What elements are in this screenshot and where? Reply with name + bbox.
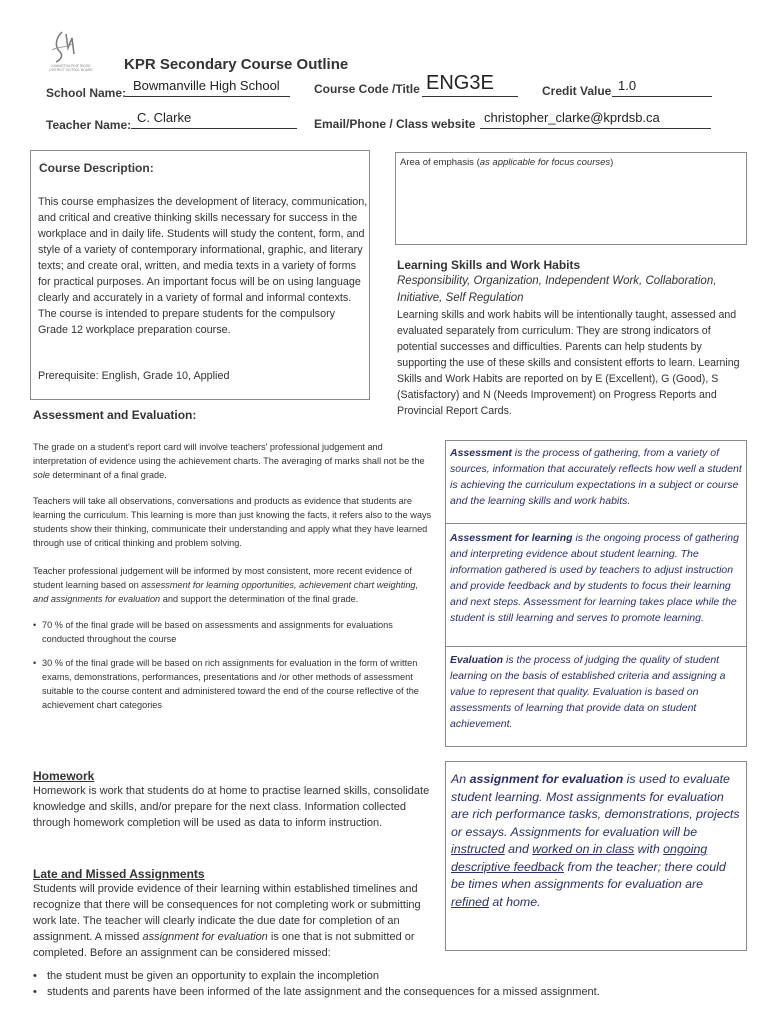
school-name-value: Bowmanville High School xyxy=(133,78,280,93)
school-name-field[interactable] xyxy=(125,78,290,97)
assessment-body xyxy=(33,440,433,712)
afl-definition: Assessment for learning is the ongoing process of gathering and interpreting evidence about student learning. The information gathered is used by teachers to adjust instruction and provide feedback and by students to focus their learning and next steps. Assessment for learning takes place while the student is still learning and serves to promote learning. xyxy=(450,532,739,624)
credit-value: 1.0 xyxy=(618,78,637,93)
teacher-name-label: Teacher Name: xyxy=(46,118,132,132)
assessment-paragraph-2: Teachers will take all observations, conversations and products as evidence that students are learning the curriculum. This learning is more than just knowing the facts, it refers also to the ways students show their thinking, communicate their understanding and apply what they have learned through use of critical thinking and problem solving. xyxy=(33,496,432,548)
evaluation-definition-box xyxy=(445,647,747,746)
assessment-definition: Assessment is the process of gathering, from a variety of sources, information that accurately reflects how well a student is achieving the curriculum expectations in a subject or course and the learning skills and work habits. xyxy=(450,447,742,507)
teacher-name-value: C. Clarke xyxy=(137,110,192,125)
email-field[interactable] xyxy=(480,110,711,129)
area-of-emphasis-box[interactable] xyxy=(395,152,747,245)
grade-bullet-70: • 70 % of the final grade will be based on assessments and assignments for evaluations conducted throughout the course xyxy=(33,620,393,644)
late-bullet-2: • students and parents have been informed of the late assignment and the consequences for a missed assignment. xyxy=(33,986,600,998)
assessment-heading: Assessment and Evaluation: xyxy=(33,408,197,422)
logo-org-line1: KAWARTHA PINE RIDGE xyxy=(51,64,91,68)
board-logo xyxy=(42,28,100,72)
evaluation-definition: Evaluation is the process of judging the quality of student learning on the basis of established criteria and assigning a value to represent that quality. Evaluation is based on assessments of learning that provide data on student achievement. xyxy=(450,654,726,730)
teacher-name-field[interactable] xyxy=(131,110,297,129)
homework-text: Homework is work that students do at home to practise learned skills, consolidate knowledge and skills, and/or prepare for the next class. Information collected through homework completion will be used as data to inform instruction. xyxy=(33,785,430,829)
area-of-emphasis-label: Area of emphasis (as applicable for focus courses) xyxy=(400,157,614,168)
definitions-rule-4 xyxy=(445,746,747,747)
credit-value-field[interactable] xyxy=(612,78,712,97)
course-description-text: This course emphasizes the development of literacy, communication, and critical and creative thinking skills necessary for success in the workplace and in daily life. Students will study the content, form, and style of a variety of contemporary informational, graphic, and literary texts; and create oral, written, and media texts in a variety of forms for practical purposes. An important focus will be on using language clearly and accurately in a variety of formal and informal contexts. The course is intended to prepare students for the compulsory Grade 12 workplace preparation course. xyxy=(38,196,368,336)
late-assignments-section xyxy=(33,867,443,961)
learning-skills-subheading: Responsibility, Organization, Independent Work, Collaboration, Initiative, Self Regulation xyxy=(397,275,717,304)
late-bullet-1: • the student must be given an opportunity to explain the incompletion xyxy=(33,970,380,982)
email-label: Email/Phone / Class website xyxy=(314,117,476,131)
assignment-for-evaluation-definition: An assignment for evaluation is used to evaluate student learning. Most assignments for evaluation are rich performance tasks, demonstrations, projects or essays. Assignments for evaluation will be instructed and worked on in class with ongoing descriptive feedback from the teacher; there could be times when assignments for evaluation are refined at home. xyxy=(451,772,740,909)
course-description-box xyxy=(30,150,370,400)
school-name-label: School Name: xyxy=(46,86,127,100)
course-code-field[interactable] xyxy=(422,74,518,97)
page-title: KPR Secondary Course Outline xyxy=(124,56,349,73)
homework-heading: Homework xyxy=(33,769,95,783)
grade-bullet-30: • 30 % of the final grade will be based on rich assignments for evaluation in the form of written exams, demonstrations, performances, presentations and /or other methods of assessment suitable to the course content and administered toward the end of the course reflective of the achievement chart categories xyxy=(33,658,419,710)
late-assignments-text: Students will provide evidence of their learning within established timelines and recognize that there will be consequences for not completing work or submitting work late. The teacher will clearly indicate the due date for completion of an assignment. A missed assignment for evaluation is one that is not submitted or completed. Before an assignment can be considered missed: xyxy=(33,883,421,959)
course-description-heading: Course Description: xyxy=(39,161,154,175)
assessment-definition-box xyxy=(445,440,747,523)
assessment-paragraph-3: Teacher professional judgement will be informed by most consistent, more recent evidence of student learning based on assessment for learning opportunities, achievement chart weighting, and assignments for evaluation and support the determination of the final grade. xyxy=(33,566,419,604)
assignment-for-evaluation-box xyxy=(445,761,747,951)
late-bullets xyxy=(33,968,753,1000)
logo-org-line2: DISTRICT SCHOOL BOARD xyxy=(49,68,93,72)
credit-value-label: Credit Value xyxy=(542,84,612,98)
afl-definition-box xyxy=(445,524,747,646)
course-code-value: ENG3E xyxy=(426,72,494,94)
late-assignments-heading: Late and Missed Assignments xyxy=(33,867,205,881)
learning-skills-heading: Learning Skills and Work Habits xyxy=(397,258,581,272)
homework-section xyxy=(33,769,438,831)
assessment-paragraph-1: The grade on a student's report card will involve teachers' professional judgement and interpretation of evidence using the achievement charts. The averaging of marks shall not be the sole determinant of a final grade. xyxy=(33,442,425,480)
learning-skills-section xyxy=(397,258,749,419)
prerequisite-text: Prerequisite: English, Grade 10, Applied xyxy=(38,370,230,382)
email-value: christopher_clarke@kprdsb.ca xyxy=(484,110,660,125)
learning-skills-text: Learning skills and work habits will be intentionally taught, assessed and evaluated separately from curriculum. They are strong indicators of potential successes and difficulties. Parents can help students by supporting the use of these skills and consistent efforts to learn. Learning Skills and Work Habits are reported on by E (Excellent), G (Good), S (Satisfactory) and N (Needs Improvement) on Progress Reports and Provincial Report Cards. xyxy=(397,309,740,417)
course-code-label: Course Code /Title xyxy=(314,82,420,96)
